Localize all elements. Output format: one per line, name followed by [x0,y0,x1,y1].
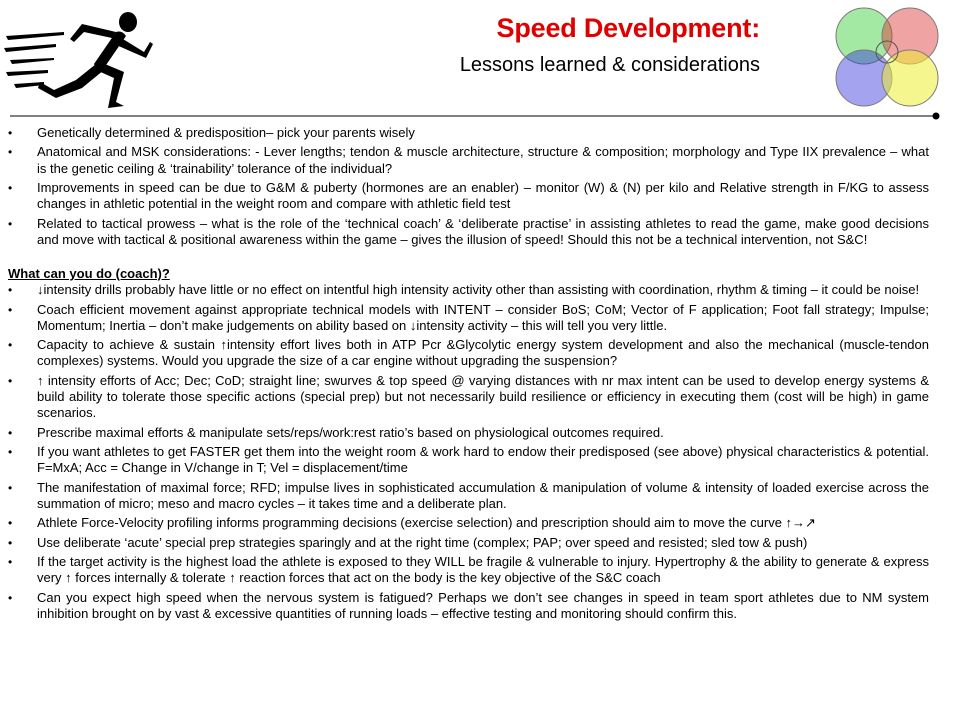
list-item: • Can you expect high speed when the nervous system is fatigued? Perhaps we don’t see changes in speed in team sport athletes due to NM system inhibition brought on by vast & excessive quantities of running loads – effective testing and monitoring should confirm this. [8,590,929,622]
list-item: • Capacity to achieve & sustain ↑intensity effort lives both in ATP Pcr &Glycolytic energy system development and also the mechanical (muscle-tendon complexes) systems. Would you upgrade the size of a car engine without upgrading the suspension? [8,337,929,369]
list-item: • Improvements in speed can be due to G&M & puberty (hormones are an enabler) – monitor (W) & (N) per kilo and Relative strength in F/KG to assess changes in athletic potential in the weight room and compare with athletic field test [8,180,929,212]
sprinter-illustration [4,2,154,112]
list-item: • Use deliberate ‘acute’ special prep strategies sparingly and at the right time (complex; PAP; over speed and resisted; sled tow & push) [8,535,929,551]
list-item: • ↓intensity drills probably have little or no effect on intentful high intensity activity other than assisting with coordination, rhythm & timing – it could be noise! [8,282,929,298]
list-item: • Athlete Force-Velocity profiling informs programming decisions (exercise selection) and prescription should aim to move the curve ↑→↗ [8,515,929,531]
section-heading-coach: What can you do (coach)? [8,265,170,281]
list-item: • Prescribe maximal efforts & manipulate sets/reps/work:rest ratio’s based on physiological outcomes required. [8,425,929,441]
list-item: • Related to tactical prowess – what is the role of the ‘technical coach’ & ‘deliberate practise’ in assisting athletes to read the game, make good decisions and move with tactical & positional awareness within the game – gives the illusion of speed! Should this not be a technical intervention, not S&C! [8,216,929,248]
slide-content [8,125,929,625]
list-item: • Anatomical and MSK considerations: - Lever lengths; tendon & muscle architecture, structure & composition; morphology and Type IIX prevalence – what is the genetic ceiling & ‘trainability’ tolerance of the individual? [8,144,929,176]
list-item: • Coach efficient movement against appropriate technical models with INTENT – consider BoS; CoM; Vector of F application; Foot fall strategy; Impulse; Momentum; Inertia – don’t make judgements on ability based on ↓intensity activity – this will tell you very little. [8,302,929,334]
slide-title: Speed Development: [496,13,760,43]
list-item: • If the target activity is the highest load the athlete is exposed to they WILL be fragile & vulnerable to injury. Hypertrophy & the ability to generate & express very ↑ forces internally & tolerate ↑ reaction forces that act on the body is the key objective of the S&C coach [8,554,929,586]
venn-diagram-icon [830,4,946,110]
list-item: • The manifestation of maximal force; RFD; impulse lives in sophisticated accumulation & manipulation of volume & intensity of loaded exercise across the summation of micro; meso and macro cycles – it takes time and a deliberate plan. [8,480,929,512]
intro-bullet-list [8,125,929,248]
slide-subtitle: Lessons learned & considerations [459,54,760,76]
coach-bullet-list [8,282,929,622]
header-divider [10,106,940,122]
list-item: • ↑ intensity efforts of Acc; Dec; CoD; straight line; swurves & top speed @ varying distances with nr max intent can be used to develop energy systems & build ability to tolerate those specific actions (special prep) but not necessarily build resilience or efficiency in executing them (cost will be high) in game scenarios. [8,373,929,422]
list-item: • If you want athletes to get FASTER get them into the weight room & work hard to endow their predisposed (see above) physical characteristics & potential. F=MxA; Acc = Change in V/change in T; Vel = displacement/time [8,444,929,476]
list-item: • Genetically determined & predisposition– pick your parents wisely [8,125,929,141]
